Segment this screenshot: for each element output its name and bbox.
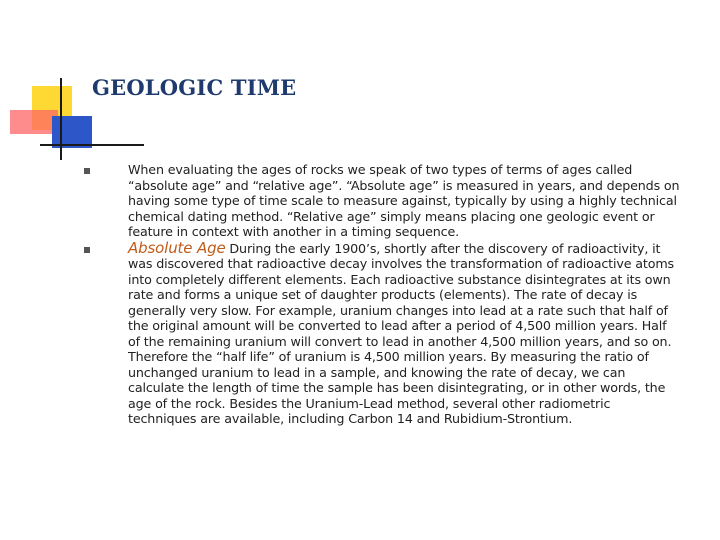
bullet-item-absolute-age [82, 238, 682, 427]
decor-vertical-line [60, 78, 62, 160]
decor-horizontal-line [40, 144, 144, 146]
slide-title: GEOLOGIC TIME [92, 75, 297, 100]
bullet-square-icon [84, 247, 90, 253]
bullet-list [82, 162, 682, 427]
bullet-item-age-terms [82, 162, 682, 240]
bullet-text [128, 238, 682, 427]
bullet-square-icon [84, 168, 90, 174]
bullet-text: When evaluating the ages of rocks we speak of two types of terms of ages called “absolute age” and “relative age”. “Absolute age” is measured in years, and depends on having some type of time scale to measure against, typically by using a highly technical chemical dating method. “Relative age” simply means placing one geologic event or feature in context with another in a timing sequence. [128, 162, 680, 239]
decor-red-rectangle [10, 110, 58, 134]
bullet-body-text: During the early 1900’s, shortly after the discovery of radioactivity, it was discovered that radioactive decay involves the transformation of radioactive atoms into completely different elements. Each radioactive substance disintegrates at its own rate and forms a unique set of daughter products (elements). The rate of decay is generally very slow. For example, uranium changes into lead at a rate such that half of the original amount will be converted to lead after a period of 4,500 million years. Half of the remaining uranium will convert to lead in another 4,500 million years, and so on. Therefore the “half life” of uranium is 4,500 million years. By measuring the ratio of unchanged uranium to lead in a sample, and knowing the rate of decay, we can calculate the length of time the sample has been disintegrating, or in other words, the age of the rock. Besides the Uranium-Lead method, several other radiometric techniques are available, including Carbon 14 and Rubidium-Strontium. [128, 240, 675, 426]
bullet-emphasis-heading: Absolute Age [128, 238, 226, 257]
